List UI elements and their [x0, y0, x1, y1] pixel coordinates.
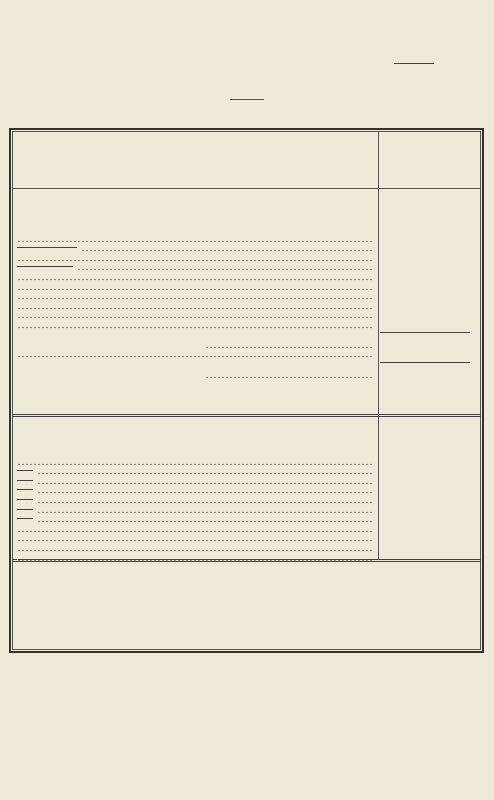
depense-amount	[384, 475, 430, 484]
depense-cents	[430, 542, 452, 551]
depense-row	[17, 466, 374, 475]
excedent-recettes-cents	[430, 369, 452, 378]
recette-cents	[430, 300, 452, 309]
recette-cents	[430, 281, 452, 290]
recette-row	[17, 252, 374, 261]
depense-amount	[384, 494, 430, 503]
ditto-dash	[17, 509, 33, 510]
depense-amount	[384, 533, 430, 542]
recette-row	[17, 233, 374, 242]
recette-amount	[384, 310, 430, 319]
report-depenses-cents	[430, 349, 452, 358]
recette-cents	[430, 252, 452, 261]
depense-amount	[384, 523, 430, 532]
depense-amount	[384, 456, 430, 465]
section-divider-recettes	[12, 414, 481, 417]
depense-amount	[384, 552, 430, 561]
depense-row	[17, 514, 374, 523]
ditto-dash	[17, 470, 33, 471]
depense-cents	[430, 466, 452, 475]
recette-row	[17, 300, 374, 309]
depense-amount	[384, 466, 430, 475]
depense-cents	[430, 533, 452, 542]
recette-cents	[430, 319, 452, 328]
total-recettes-cents	[430, 339, 452, 348]
excedent-recettes-amount	[384, 369, 430, 378]
recette-amount	[384, 243, 430, 252]
depense-cents	[430, 504, 452, 513]
recette-amount	[384, 271, 430, 280]
ditto-dash	[17, 247, 77, 248]
recette-row	[17, 310, 374, 319]
report-depenses-amount	[384, 349, 430, 358]
table-inner-frame	[12, 131, 481, 650]
subtotal-rule	[380, 332, 470, 333]
depense-amount	[384, 485, 430, 494]
recette-amount	[384, 291, 430, 300]
depense-row	[17, 542, 374, 551]
depense-cents	[430, 485, 452, 494]
ditto-dash	[17, 518, 33, 519]
depense-row	[17, 475, 374, 484]
ditto-dash	[17, 489, 33, 490]
recette-row	[17, 262, 374, 271]
depense-amount	[384, 514, 430, 523]
recette-amount	[384, 252, 430, 261]
report-depenses-row	[17, 349, 374, 358]
depense-amount	[384, 504, 430, 513]
recette-row	[17, 291, 374, 300]
recette-amount	[384, 262, 430, 271]
depense-cents	[430, 494, 452, 503]
recette-row	[17, 243, 374, 252]
recette-cents	[430, 233, 452, 242]
recette-row	[17, 319, 374, 328]
recette-amount	[384, 319, 430, 328]
depense-cents	[430, 523, 452, 532]
ditto-dash	[17, 499, 33, 500]
table-ref-underline	[394, 63, 434, 64]
recette-cents	[430, 310, 452, 319]
depense-row	[17, 552, 374, 561]
recette-cents	[430, 243, 452, 252]
recette-amount	[384, 281, 430, 290]
recette-cents	[430, 262, 452, 271]
title-rule	[230, 99, 264, 100]
ditto-dash	[17, 480, 33, 481]
recette-amount	[384, 233, 430, 242]
depense-row	[17, 523, 374, 532]
depense-cents	[430, 475, 452, 484]
depense-row	[17, 456, 374, 465]
depense-row	[17, 533, 374, 542]
depense-amount	[384, 542, 430, 551]
subtotal-rule	[380, 362, 470, 363]
recette-amount	[384, 300, 430, 309]
depense-cents	[430, 552, 452, 561]
depense-row	[17, 485, 374, 494]
column-divider	[378, 131, 379, 560]
ditto-dash	[17, 266, 73, 267]
depense-row	[17, 494, 374, 503]
recette-row	[17, 281, 374, 290]
excedent-recettes-row	[205, 369, 374, 378]
depense-cents	[430, 456, 452, 465]
depense-row	[17, 504, 374, 513]
recette-row	[17, 271, 374, 280]
recette-cents	[430, 271, 452, 280]
total-recettes-amount	[384, 339, 430, 348]
header-rule	[12, 188, 481, 189]
recette-cents	[430, 291, 452, 300]
depense-cents	[430, 514, 452, 523]
total-recettes-row	[205, 339, 374, 348]
